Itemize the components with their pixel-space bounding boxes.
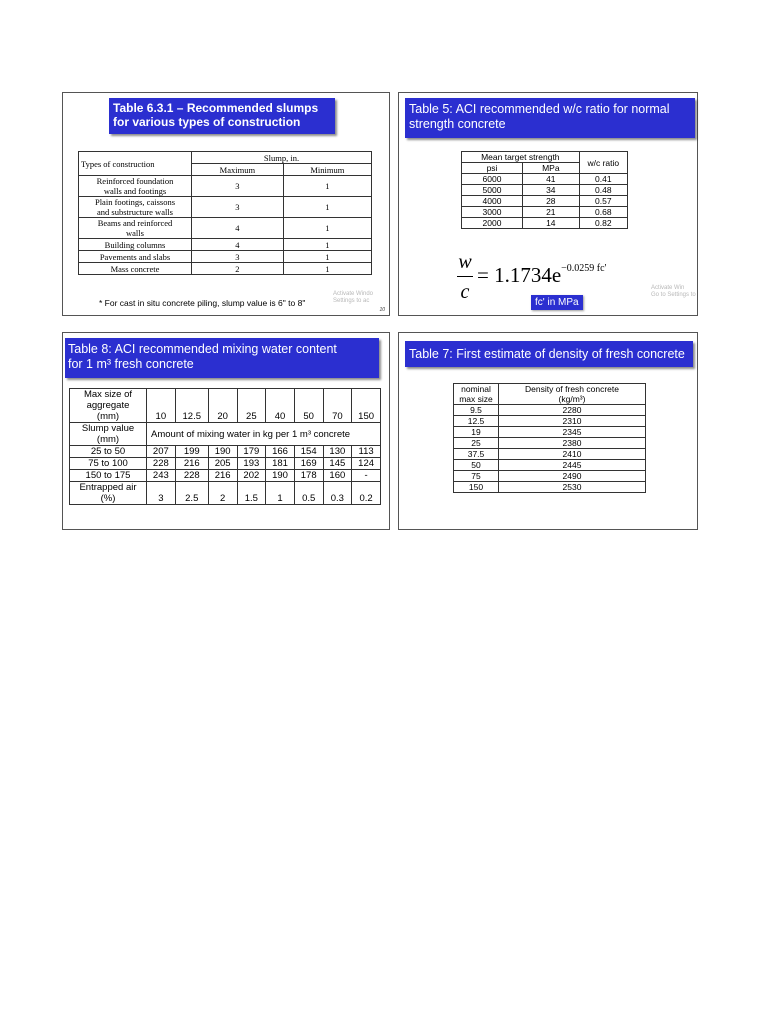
slide-title (65, 338, 379, 378)
strength-mpa: 21 (523, 207, 580, 218)
table-row (454, 405, 646, 416)
density-value: 2410 (499, 449, 646, 460)
aggregate-size: 25 (237, 389, 266, 423)
aggregate-size: 70 (323, 389, 352, 423)
type-line: and substructure walls (96, 207, 173, 217)
type-line: Mass concrete (110, 263, 160, 274)
activate-windows-watermark (333, 291, 373, 305)
fraction-bar (457, 276, 473, 277)
water-amount: 130 (323, 446, 352, 458)
header-size (454, 384, 499, 405)
entrapped-air-value: 1 (266, 482, 295, 505)
slide-mixing-water (62, 332, 390, 530)
water-amount: 145 (323, 458, 352, 470)
water-amount: 178 (294, 470, 323, 482)
table-row (79, 197, 372, 218)
watermark-line: Activate Win (651, 285, 685, 291)
strength-mpa: 28 (523, 196, 580, 207)
wc-ratio: 0.82 (579, 218, 627, 229)
formula-base: = 1.1734e (477, 263, 562, 287)
label-line: (%) (100, 493, 116, 504)
slump-min: 1 (283, 197, 371, 218)
water-amount: 160 (323, 470, 352, 482)
water-amount: 190 (266, 470, 295, 482)
water-amount: 113 (352, 446, 381, 458)
water-amount: 216 (208, 470, 237, 482)
slump-min: 1 (283, 176, 371, 197)
entrapped-air-value: 0.5 (294, 482, 323, 505)
label-line: Density of fresh concrete (524, 384, 619, 394)
construction-type (79, 239, 192, 251)
header-min: Minimum (283, 164, 371, 176)
type-line: Beams and reinforced (97, 218, 173, 228)
strength-mpa: 34 (523, 185, 580, 196)
entrapped-air-value: 1.5 (237, 482, 266, 505)
table-row (462, 196, 628, 207)
table-row (79, 263, 372, 275)
construction-type (79, 251, 192, 263)
slump-range: 150 to 175 (70, 470, 147, 482)
nominal-size: 37.5 (454, 449, 499, 460)
table-row (454, 482, 646, 493)
water-amount: 169 (294, 458, 323, 470)
aggregate-size: 20 (208, 389, 237, 423)
slump-range: 25 to 50 (70, 446, 147, 458)
slump-max: 3 (192, 176, 284, 197)
table-body (79, 176, 372, 275)
slump-range: 75 to 100 (70, 458, 147, 470)
label-line: nominal (461, 384, 491, 394)
header-wc: w/c ratio (579, 152, 627, 174)
table-row (454, 460, 646, 471)
nominal-size: 9.5 (454, 405, 499, 416)
label-line: (kg/m³) (558, 394, 586, 404)
nominal-size: 50 (454, 460, 499, 471)
slide-density (398, 332, 698, 530)
aggregate-size: 50 (294, 389, 323, 423)
type-line: Building columns (104, 239, 166, 250)
density-value: 2445 (499, 460, 646, 471)
nominal-size: 12.5 (454, 416, 499, 427)
table-row (462, 218, 628, 229)
construction-type (79, 176, 192, 197)
slump-max: 3 (192, 197, 284, 218)
nominal-size: 75 (454, 471, 499, 482)
slump-min: 1 (283, 218, 371, 239)
table-body (454, 405, 646, 493)
entrapped-air-value: 0.3 (323, 482, 352, 505)
water-amount: 202 (237, 470, 266, 482)
table-row (454, 416, 646, 427)
aggregate-size: 12.5 (175, 389, 208, 423)
nominal-size: 19 (454, 427, 499, 438)
title-line: for 1 m³ fresh concrete (68, 357, 194, 371)
label-line: Entrapped air (79, 482, 137, 493)
slump-max: 3 (192, 251, 284, 263)
header-max: Maximum (192, 164, 284, 176)
slumps-table (78, 151, 372, 275)
water-amount: 228 (175, 470, 208, 482)
type-line: Pavements and slabs (99, 251, 171, 262)
entrapped-air-value: 3 (147, 482, 176, 505)
header-slump: Slump, in. (192, 152, 372, 164)
water-amount: 166 (266, 446, 295, 458)
table-row (70, 458, 381, 470)
label-line: Slump value (81, 423, 135, 434)
slump-max: 4 (192, 218, 284, 239)
wc-ratio: 0.68 (579, 207, 627, 218)
watermark-line: Settings to ac (333, 298, 370, 304)
slump-min: 1 (283, 239, 371, 251)
wc-ratio: 0.57 (579, 196, 627, 207)
water-amount: 193 (237, 458, 266, 470)
table-row (454, 471, 646, 482)
aggregate-size: 10 (147, 389, 176, 423)
water-amount: 228 (147, 458, 176, 470)
aggregate-size: 150 (352, 389, 381, 423)
density-table (453, 383, 646, 493)
header-mpa: MPa (523, 163, 580, 174)
aggregate-size: 40 (266, 389, 295, 423)
header-types: Types of construction (79, 152, 192, 176)
slide-title (405, 98, 695, 138)
strength-psi: 5000 (462, 185, 523, 196)
entrapped-air-value: 0.2 (352, 482, 381, 505)
table-row (79, 251, 372, 263)
water-amount: 181 (266, 458, 295, 470)
construction-type (79, 218, 192, 239)
density-value: 2380 (499, 438, 646, 449)
label-line: Max size of (83, 389, 133, 400)
strength-psi: 4000 (462, 196, 523, 207)
strength-psi: 2000 (462, 218, 523, 229)
entrapped-air-value: 2.5 (175, 482, 208, 505)
density-value: 2310 (499, 416, 646, 427)
header-psi: psi (462, 163, 523, 174)
strength-psi: 6000 (462, 174, 523, 185)
water-amount: 216 (175, 458, 208, 470)
construction-type (79, 197, 192, 218)
table-row (454, 449, 646, 460)
table-row (454, 438, 646, 449)
footnote: * For cast in situ concrete piling, slump value is 6" to 8" (99, 298, 306, 308)
type-line: Plain footings, caissons (94, 197, 176, 207)
table-body (462, 174, 628, 229)
density-value: 2490 (499, 471, 646, 482)
title-line: strength concrete (409, 117, 506, 131)
slide-number: 10 (379, 307, 385, 313)
label-line: aggregate (86, 400, 130, 411)
formula-denominator: c (460, 281, 470, 303)
formula-rhs (477, 263, 606, 288)
table-row (70, 446, 381, 458)
label-line: (mm) (96, 411, 120, 422)
slide-recommended-slumps (62, 92, 390, 316)
table-row (462, 185, 628, 196)
slump-label (70, 423, 147, 446)
table-row (79, 176, 372, 197)
slide-title: Table 7: First estimate of density of fresh concrete (405, 341, 693, 367)
mixing-water-table (69, 388, 381, 505)
wc-ratio: 0.48 (579, 185, 627, 196)
water-amount: 124 (352, 458, 381, 470)
type-line: walls and footings (103, 186, 167, 196)
density-value: 2530 (499, 482, 646, 493)
table-row (462, 207, 628, 218)
table-row (454, 427, 646, 438)
table-body (70, 446, 381, 482)
table-row (462, 174, 628, 185)
slump-min: 1 (283, 251, 371, 263)
strength-mpa: 14 (523, 218, 580, 229)
entrapped-air-value: 2 (208, 482, 237, 505)
fc-unit-label: fc' in MPa (531, 295, 583, 310)
label-line: max size (459, 394, 493, 404)
water-amount: 154 (294, 446, 323, 458)
formula-exponent: −0.0259 fc' (561, 263, 607, 274)
water-amount: 179 (237, 446, 266, 458)
slump-max: 2 (192, 263, 284, 275)
title-line: Table 5: ACI recommended w/c ratio for normal (409, 102, 670, 116)
slide-wc-ratio (398, 92, 698, 316)
entrapped-air-label (70, 482, 147, 505)
agg-size-label (70, 389, 147, 423)
type-line: walls (126, 228, 144, 238)
watermark-line: Activate Windo (333, 291, 374, 297)
table-row (70, 470, 381, 482)
nominal-size: 150 (454, 482, 499, 493)
label-line: (mm) (96, 434, 120, 445)
title-line: Table 8: ACI recommended mixing water content (68, 342, 337, 356)
header-strength: Mean target strength (462, 152, 580, 163)
header-density (499, 384, 646, 405)
wc-ratio-table (461, 151, 628, 229)
density-value: 2280 (499, 405, 646, 416)
strength-psi: 3000 (462, 207, 523, 218)
amount-label: Amount of mixing water in kg per 1 m³ concrete (147, 423, 381, 446)
type-line: Reinforced foundation (96, 176, 174, 186)
construction-type (79, 263, 192, 275)
slump-min: 1 (283, 263, 371, 275)
title-line: Table 6.3.1 – Recommended slumps (113, 101, 319, 115)
density-value: 2345 (499, 427, 646, 438)
wc-ratio: 0.41 (579, 174, 627, 185)
water-amount: 243 (147, 470, 176, 482)
water-amount: 205 (208, 458, 237, 470)
slump-max: 4 (192, 239, 284, 251)
strength-mpa: 41 (523, 174, 580, 185)
title-line: for various types of construction (113, 115, 301, 129)
activate-windows-watermark (651, 285, 696, 299)
watermark-line: Go to Settings to (651, 292, 696, 298)
slide-title (109, 98, 335, 134)
water-amount: 190 (208, 446, 237, 458)
water-amount: 199 (175, 446, 208, 458)
water-amount: - (352, 470, 381, 482)
table-row (79, 239, 372, 251)
formula-numerator: w (458, 251, 472, 273)
table-row (79, 218, 372, 239)
water-amount: 207 (147, 446, 176, 458)
nominal-size: 25 (454, 438, 499, 449)
